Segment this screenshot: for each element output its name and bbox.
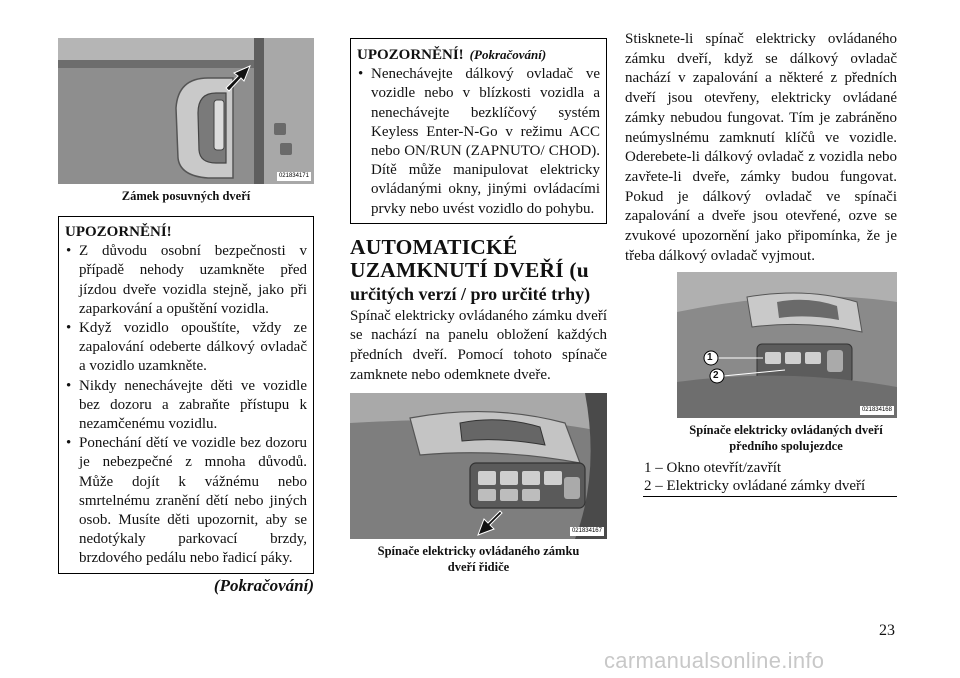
figure-legend	[643, 460, 897, 497]
legend-item: 2 – Elektricky ovládané zámky dveří	[643, 478, 897, 498]
warning-list	[357, 65, 600, 219]
driver-door-switch-photo	[350, 393, 607, 539]
warning-item: • Z důvodu osobní bezpečnosti v případě nehody uzamkněte před jízdou dveře vozidla stejně, jako při zaparkování a opuštění vozidla.	[65, 242, 307, 319]
warning-title: UPOZORNĚNÍ!	[65, 224, 172, 240]
section-heading: AUTOMATICKÉ UZAMKNUTÍ DVEŘÍ (u	[350, 234, 589, 282]
warning-title-suffix: (Pokračování)	[469, 47, 547, 62]
figure-code: 021834167	[571, 528, 602, 535]
figure-caption: Spínače elektricky ovládaných dveří předního spolujezdce	[689, 423, 883, 454]
section-body: Spínač elektricky ovládaného zámku dveří se nachází na panelu obložení každých předních dveří. Pomocí tohoto spínače zamknete nebo odemknete dveře.	[350, 307, 607, 383]
page-number: 23	[879, 622, 895, 639]
callout-2: 2	[713, 370, 719, 382]
warning-item: • Nikdy nenechávejte děti ve vozidle bez dozoru a zabraňte přístupu k nezamčenému vozidlu.	[65, 377, 307, 435]
figure-caption: Spínače elektricky ovládaného zámku dveří řidiče	[377, 544, 580, 575]
warning-list	[65, 242, 307, 568]
column-body: Stisknete-li spínač elektricky ovládaného zámku dveří, když se dálkový ovladač nachází v zapalování a některé z předních dveří jsou otevřeny, elektricky ovládané zámky nebudou fungovat. Tím je zabráněno neúmyslnému zamknutí klíčů ve vozidle. Oderebete-li dálkový ovladač z vozidla nebo zavřete-li dveře, zámky budou fungovat. Pokud je dálkový ovladač ve spínači zapalování a dveře jsou otevřené, ozve se zvukové upozornění jako připomínka, že je třeba dálkový ovladač vyjmout.	[625, 31, 897, 264]
passenger-door-switch-illustration	[677, 272, 897, 418]
warning-title-text: UPOZORNĚNÍ!	[357, 47, 464, 63]
warning-item: • Ponechání dětí ve vozidle bez dozoru je nebezpečné z mnoha důvodů. Může dojít k vážnému nebo smrtelnému zranění dětí nebo jiných osob. Musíte děti upozornit, aby se nedotýkaly parkovací brzdy, brzdového pedálu nebo řadicí páky.	[65, 434, 307, 568]
figure-code: 021834168	[861, 407, 892, 414]
sliding-door-lock-photo	[58, 38, 314, 184]
column-2	[350, 38, 607, 575]
section-subheading: určitých verzí / pro určité trhy)	[350, 283, 591, 304]
continued-label: (Pokračování)	[213, 575, 314, 595]
figure-code: 021834171	[278, 173, 309, 179]
warning-box	[58, 216, 314, 574]
warning-box-continued	[350, 38, 607, 224]
passenger-door-switch-photo	[677, 272, 897, 418]
driver-door-switch-illustration	[350, 393, 607, 539]
column-3	[625, 30, 897, 497]
warning-item: • Nenechávejte dálkový ovladač ve vozidle nebo v blízkosti vozidla a nenechávejte bezklíčový systém Keyless Enter-N-Go v režimu ACC nebo ON/RUN (ZAPNUTO/ CHOD). Dítě může manipulovat elektricky ovládanými okny, jinými ovládacími prvky nebo uvést vozidlo do pohybu.	[357, 65, 600, 219]
legend-item: 1 – Okno otevřít/zavřít	[644, 460, 782, 477]
watermark: carmanualsonline.info	[604, 648, 825, 673]
callout-1: 1	[707, 352, 713, 364]
figure-caption: Zámek posuvných dveří	[121, 189, 251, 203]
warning-title	[357, 45, 600, 65]
sliding-door-lock-illustration	[58, 38, 314, 184]
warning-item: • Když vozidlo opouštíte, vždy ze zapalování odeberte dálkový ovladač a vozidlo uzamkněte.	[65, 319, 307, 377]
column-1	[58, 38, 314, 596]
